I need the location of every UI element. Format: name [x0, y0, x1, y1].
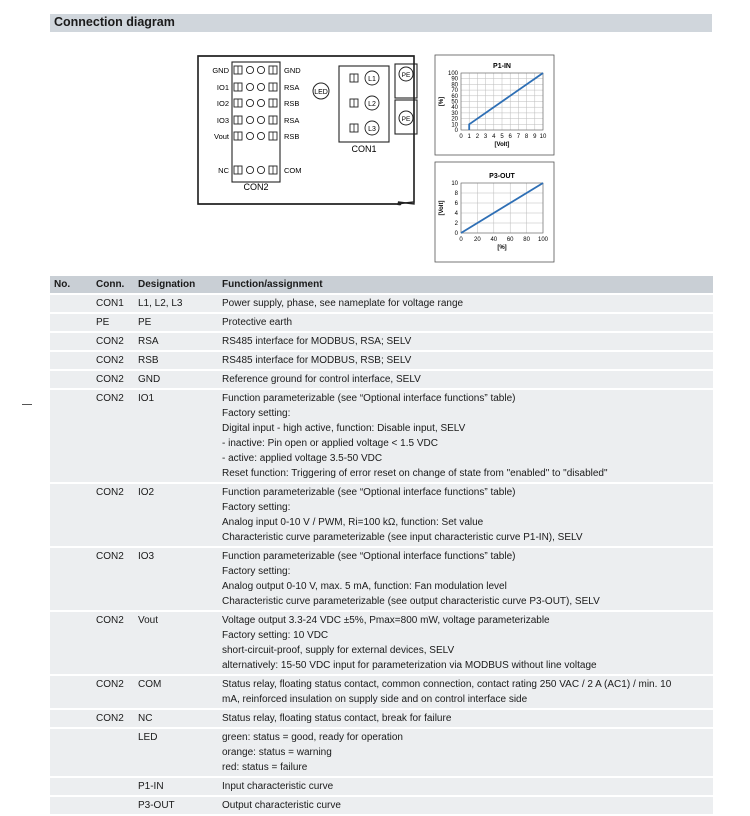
x-tick-label: 9	[533, 134, 537, 140]
cell-function	[218, 314, 713, 331]
cell-function	[218, 333, 713, 350]
function-line: alternatively: 15-50 VDC input for parameterization via MODBUS without line voltage	[222, 660, 597, 671]
cell-designation: RSA	[134, 333, 218, 350]
pin-hole	[257, 132, 264, 139]
y-tick-label: 50	[451, 99, 458, 106]
con2-right-pin-label: RSA	[284, 83, 300, 92]
table-row	[50, 390, 713, 482]
y-tick-label: 2	[454, 221, 458, 227]
pin-hole	[257, 116, 264, 123]
connection-diagram-svg	[196, 54, 560, 264]
function-line: Characteristic curve parameterizable (see input characteristic curve P1-IN), SELV	[222, 532, 583, 543]
table-row	[50, 797, 713, 814]
y-tick-label: 10	[451, 181, 458, 187]
x-tick-label: 80	[523, 237, 530, 243]
cell-designation: COM	[134, 676, 218, 708]
cell-designation: PE	[134, 314, 218, 331]
pin-hole	[257, 99, 264, 106]
pin-hole	[257, 83, 264, 90]
function-line: Input characteristic curve	[222, 781, 334, 792]
cell-no	[50, 710, 92, 727]
x-tick-label: 0	[459, 237, 463, 243]
x-axis-label: [Volt]	[494, 142, 510, 148]
connection-diagram	[196, 54, 560, 264]
x-tick-label: 1	[467, 134, 471, 140]
con2-label: CON2	[243, 182, 269, 192]
function-line: red: status = failure	[222, 762, 308, 773]
x-axis-label: [%]	[497, 245, 507, 251]
cell-conn	[92, 778, 134, 795]
cell-no	[50, 333, 92, 350]
cell-conn	[92, 729, 134, 776]
cell-designation: P1-IN	[134, 778, 218, 795]
function-line: short-circuit-proof, supply for external devices, SELV	[222, 645, 455, 656]
function-line: Status relay, floating status contact, break for failure	[222, 713, 452, 724]
cell-conn	[92, 797, 134, 814]
y-tick-label: 100	[447, 71, 458, 77]
x-tick-label: 8	[524, 134, 529, 140]
x-tick-label: 40	[490, 237, 498, 243]
con2-right-pin-label: RSA	[284, 116, 300, 125]
x-tick-label: 10	[539, 134, 547, 140]
y-tick-label: 70	[451, 88, 458, 95]
function-line: Factory setting:	[222, 502, 291, 513]
cell-no	[50, 314, 92, 331]
table-row	[50, 314, 713, 331]
x-tick-label: 4	[492, 134, 496, 140]
cell-function	[218, 797, 713, 814]
cell-function	[218, 390, 713, 482]
cell-function	[218, 548, 713, 610]
cell-conn: CON1	[92, 295, 134, 312]
cell-function	[218, 729, 713, 776]
function-line: mA, reinforced insulation on supply side and on control interface side	[222, 694, 528, 705]
x-tick-label: 100	[537, 237, 549, 243]
con2-left-pin-label: NC	[218, 166, 229, 175]
y-axis-label: [Volt]	[439, 200, 445, 216]
cell-designation: GND	[134, 371, 218, 388]
function-line: Output characteristic curve	[222, 800, 341, 811]
cell-conn: CON2	[92, 676, 134, 708]
cell-conn: CON2	[92, 371, 134, 388]
cell-designation: IO2	[134, 484, 218, 546]
y-tick-label: 80	[451, 82, 458, 89]
y-tick-label: 90	[451, 76, 458, 83]
cell-function	[218, 710, 713, 727]
cell-no	[50, 371, 92, 388]
cell-function	[218, 484, 713, 546]
function-line: Function parameterizable (see “Optional interface functions” table)	[222, 393, 516, 404]
chart-title: P1-IN	[493, 63, 511, 70]
x-tick-label: 7	[516, 134, 521, 140]
led-label: LED	[314, 89, 328, 96]
function-line: Status relay, floating status contact, common connection, contact rating 250 VAC / 2 A (AC1) / min. 10	[222, 679, 672, 690]
function-line: Factory setting:	[222, 566, 291, 577]
table-row	[50, 710, 713, 727]
section-title: Connection diagram	[54, 15, 175, 29]
pe-label-top: PE	[401, 72, 411, 79]
cell-designation: L1, L2, L3	[134, 295, 218, 312]
con2-right-pin-label: RSB	[284, 99, 300, 108]
con2-left-pin-label: IO1	[216, 83, 229, 92]
cell-conn: CON2	[92, 390, 134, 482]
table-row	[50, 295, 713, 312]
header-function: Function/assignment	[218, 276, 713, 293]
cell-no	[50, 676, 92, 708]
cell-no	[50, 295, 92, 312]
header-no: No.	[50, 276, 92, 293]
table-row	[50, 612, 713, 674]
function-line: Voltage output 3.3-24 VDC ±5%, Pmax=800 mW, voltage parameterizable	[222, 615, 550, 626]
table-row	[50, 484, 713, 546]
y-tick-label: 8	[454, 191, 458, 197]
function-line: Reference ground for control interface, SELV	[222, 374, 421, 385]
cell-conn: CON2	[92, 612, 134, 674]
y-tick-label: 30	[451, 110, 458, 117]
table-row	[50, 778, 713, 795]
cell-conn: CON2	[92, 710, 134, 727]
x-tick-label: 0	[459, 134, 463, 140]
cell-function	[218, 295, 713, 312]
function-line: Analog output 0-10 V, max. 5 mA, function: Fan modulation level	[222, 581, 507, 592]
table-row	[50, 548, 713, 610]
pin-hole	[246, 99, 253, 106]
cell-no	[50, 612, 92, 674]
header-conn: Conn.	[92, 276, 134, 293]
board-outline	[198, 56, 414, 205]
board-outline	[198, 56, 414, 204]
x-tick-label: 60	[506, 237, 514, 243]
table-header-row	[50, 276, 713, 293]
cell-function	[218, 778, 713, 795]
x-tick-label: 5	[500, 134, 504, 140]
y-tick-label: 0	[454, 128, 458, 134]
function-line: RS485 interface for MODBUS, RSB; SELV	[222, 355, 412, 366]
cell-conn: PE	[92, 314, 134, 331]
pin-hole	[257, 66, 264, 73]
chart-title: P3-OUT	[489, 173, 515, 180]
table-row	[50, 333, 713, 350]
y-axis-label: [%]	[439, 96, 445, 107]
function-line: RS485 interface for MODBUS, RSA; SELV	[222, 336, 412, 347]
function-line: Digital input - high active, function: Disable input, SELV	[222, 423, 466, 434]
function-line: Protective earth	[222, 317, 293, 328]
function-line: Factory setting: 10 VDC	[222, 630, 329, 641]
con1-terminal-label: L2	[368, 101, 376, 108]
section-header-bar	[50, 14, 712, 32]
function-line: Factory setting:	[222, 408, 291, 419]
cell-conn: CON2	[92, 352, 134, 369]
cell-no	[50, 484, 92, 546]
cell-conn: CON2	[92, 548, 134, 610]
function-line: - inactive: Pin open or applied voltage < 1.5 VDC	[222, 438, 438, 449]
cell-function	[218, 371, 713, 388]
pin-hole	[246, 66, 253, 73]
function-line: Reset function: Triggering of error reset on change of state from "enabled" to "disabled"	[222, 468, 608, 479]
function-line: Analog input 0-10 V / PWM, Ri=100 kΩ, function: Set value	[222, 517, 484, 528]
cell-function	[218, 676, 713, 708]
cell-conn: CON2	[92, 484, 134, 546]
function-line: green: status = good, ready for operation	[222, 732, 403, 743]
cell-no	[50, 390, 92, 482]
table-row	[50, 352, 713, 369]
function-line: Function parameterizable (see “Optional interface functions” table)	[222, 551, 516, 562]
cell-no	[50, 352, 92, 369]
header-designation: Designation	[134, 276, 218, 293]
y-tick-label: 10	[451, 122, 458, 129]
pe-label-bottom: PE	[401, 116, 411, 123]
function-line: - active: applied voltage 3.5-50 VDC	[222, 453, 383, 464]
function-line: Function parameterizable (see “Optional interface functions” table)	[222, 487, 516, 498]
pin-hole	[246, 166, 253, 173]
pin-hole	[246, 116, 253, 123]
cell-designation: IO3	[134, 548, 218, 610]
function-line: orange: status = warning	[222, 747, 332, 758]
con2-left-pin-label: Vout	[213, 132, 229, 141]
connection-table	[50, 274, 713, 816]
con2-pins	[212, 66, 301, 175]
con2-right-pin-label: RSB	[284, 132, 300, 141]
cell-designation: RSB	[134, 352, 218, 369]
pin-hole	[246, 132, 253, 139]
y-tick-label: 6	[454, 201, 458, 207]
x-tick-label: 2	[475, 134, 480, 140]
cell-designation: LED	[134, 729, 218, 776]
y-tick-label: 0	[454, 231, 458, 237]
pin-hole	[246, 83, 253, 90]
y-tick-label: 4	[454, 211, 458, 217]
function-line: Power supply, phase, see nameplate for voltage range	[222, 298, 464, 309]
con1-terminals	[350, 71, 379, 135]
cell-function	[218, 352, 713, 369]
con1-outline	[339, 66, 389, 142]
cell-designation: P3-OUT	[134, 797, 218, 814]
con1-terminal-label: L3	[368, 126, 376, 133]
table-row	[50, 729, 713, 776]
cell-conn: CON2	[92, 333, 134, 350]
table-row	[50, 676, 713, 708]
x-tick-label: 20	[474, 237, 481, 243]
cell-no	[50, 797, 92, 814]
con2-left-pin-label: IO3	[216, 116, 229, 125]
cell-designation: IO1	[134, 390, 218, 482]
con2-right-pin-label: GND	[284, 66, 301, 75]
y-tick-label: 20	[451, 116, 458, 123]
cell-no	[50, 778, 92, 795]
x-tick-label: 6	[508, 134, 512, 140]
function-line: Characteristic curve parameterizable (see output characteristic curve P3-OUT), SELV	[222, 596, 600, 607]
cell-designation: Vout	[134, 612, 218, 674]
con1-terminal-label: L1	[368, 76, 376, 83]
con2-right-pin-label: COM	[284, 166, 302, 175]
cell-no	[50, 729, 92, 776]
cell-function	[218, 612, 713, 674]
table-row	[50, 371, 713, 388]
con1-label: CON1	[351, 144, 377, 154]
x-tick-label: 3	[483, 134, 488, 140]
y-tick-label: 60	[451, 93, 458, 100]
pin-hole	[257, 166, 264, 173]
cell-designation: NC	[134, 710, 218, 727]
con2-left-pin-label: GND	[212, 66, 229, 75]
y-tick-label: 40	[451, 105, 458, 112]
margin-dash	[22, 404, 32, 405]
cell-no	[50, 548, 92, 610]
con2-left-pin-label: IO2	[216, 99, 229, 108]
